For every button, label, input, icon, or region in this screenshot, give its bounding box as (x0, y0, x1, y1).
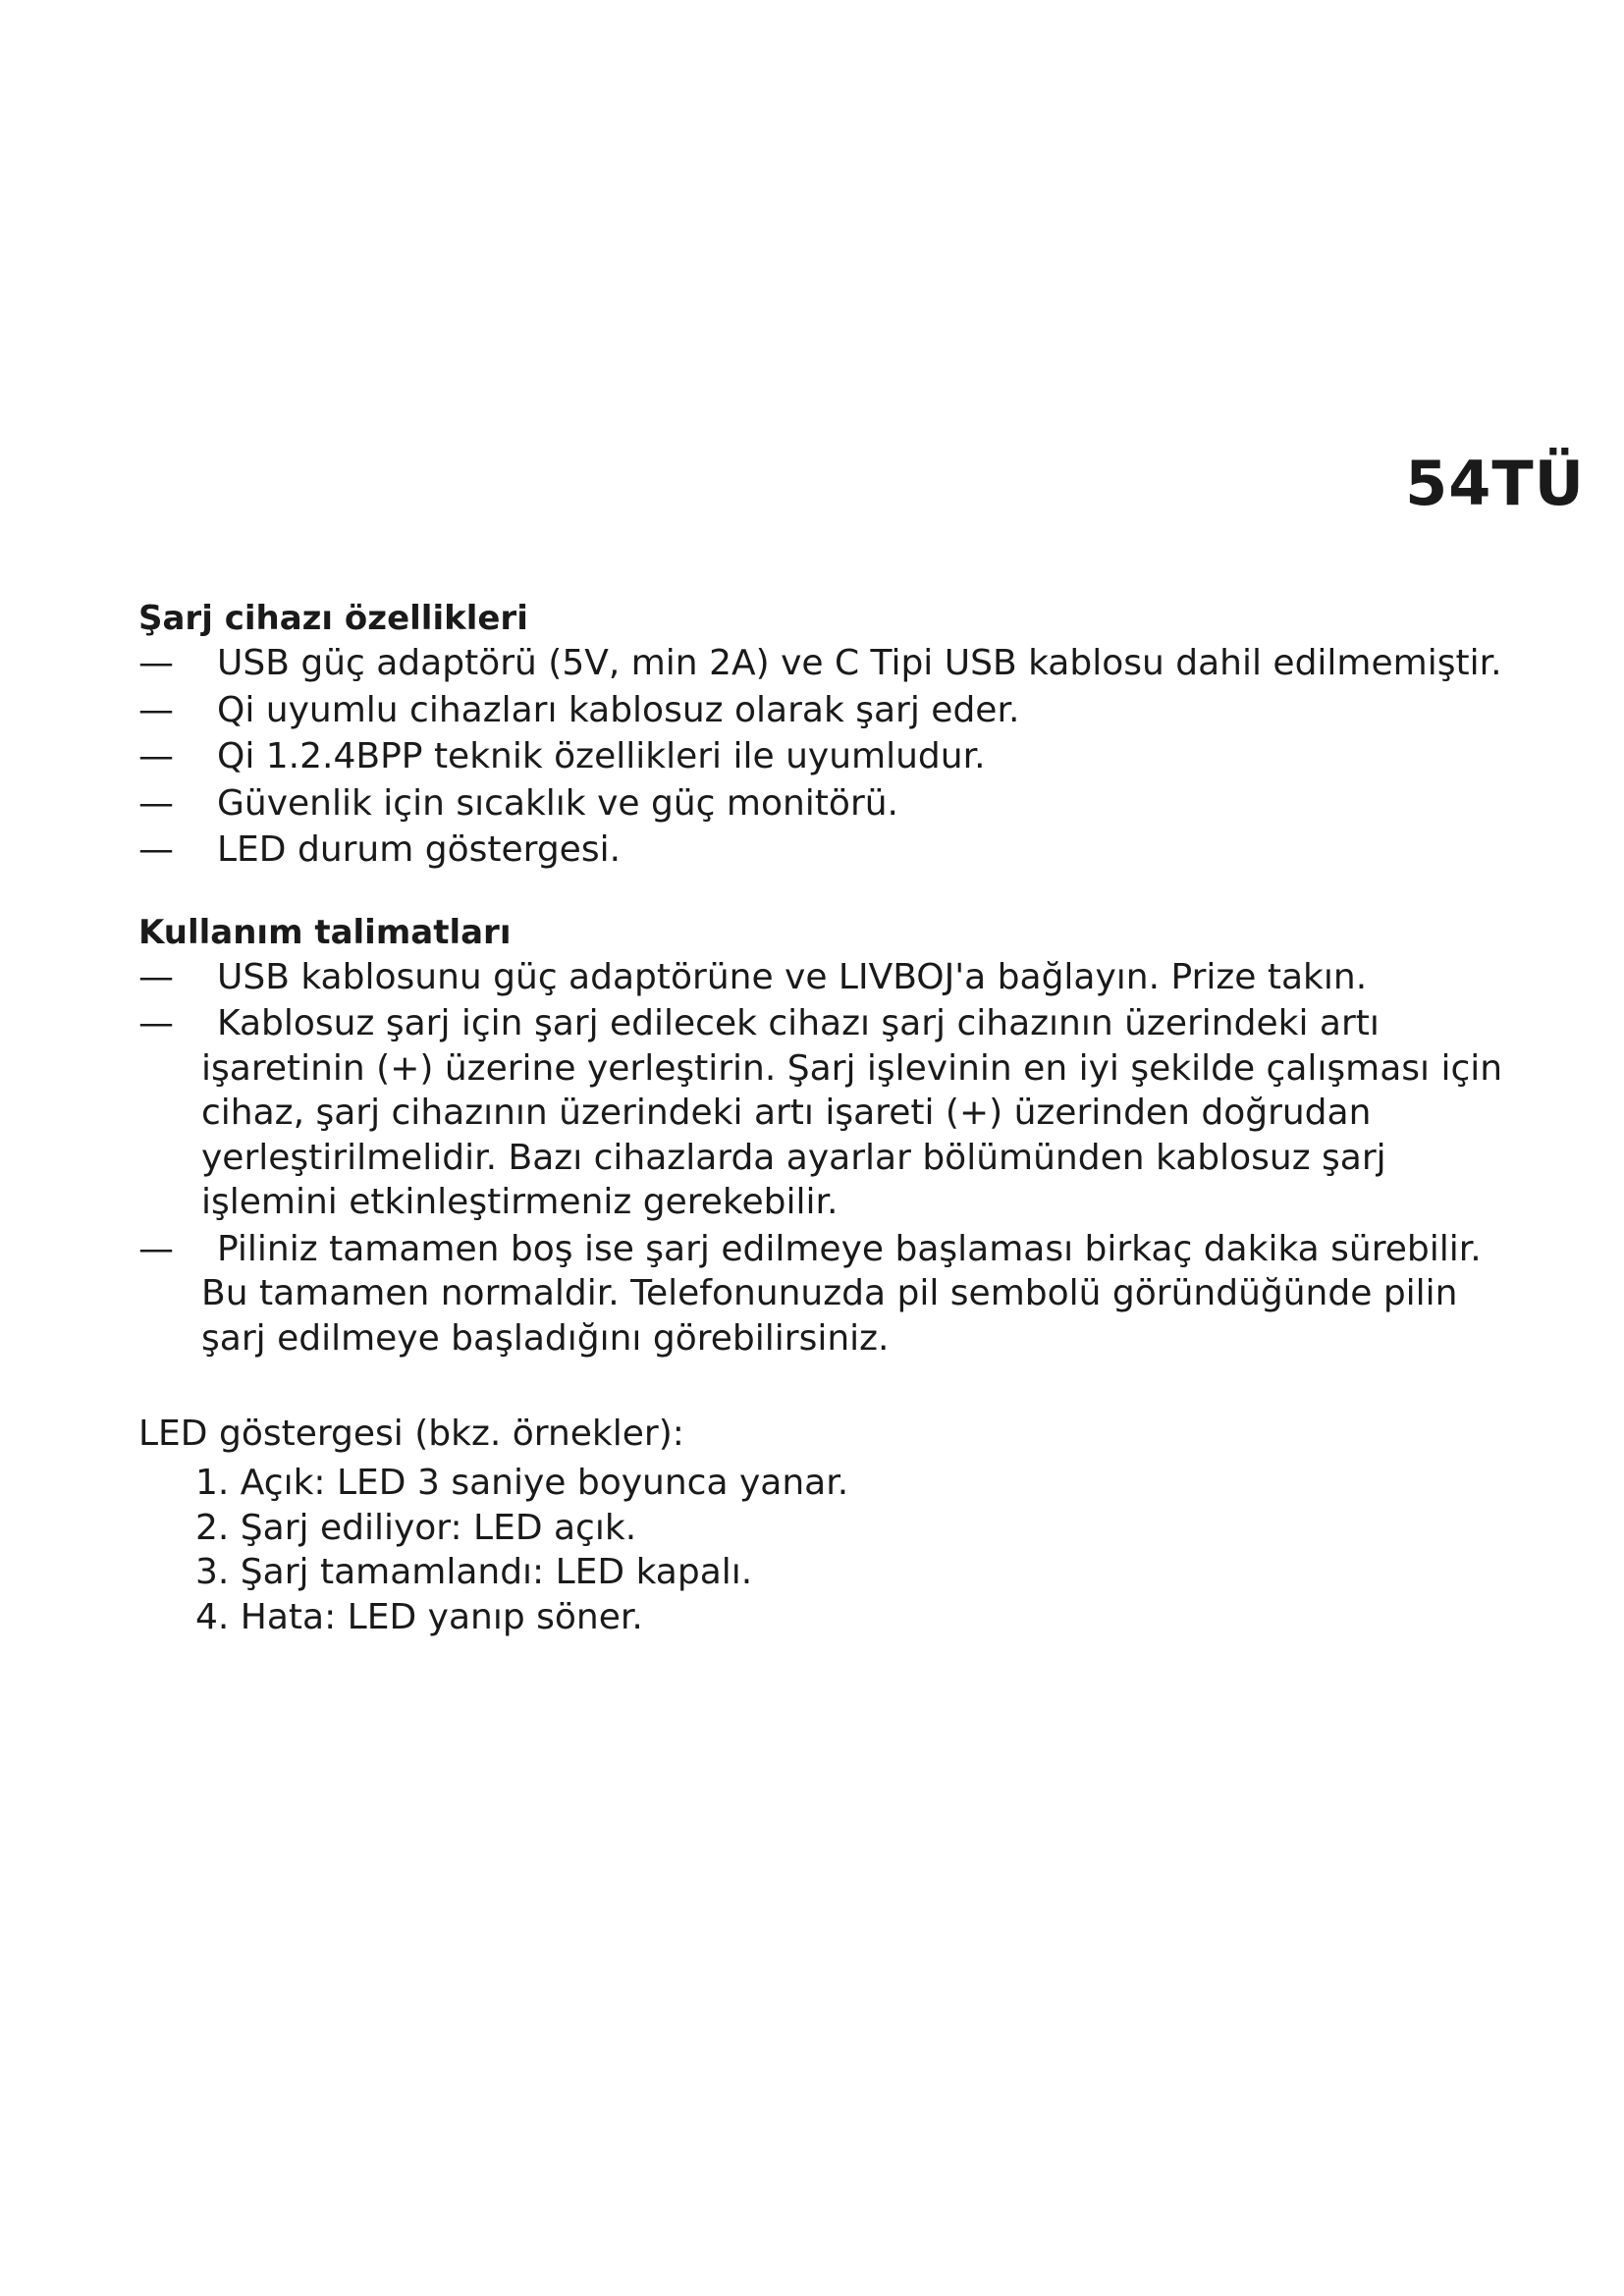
page-code: 54TÜ (1405, 448, 1585, 519)
list-item (138, 1001, 1513, 1225)
list-item-text: USB kablosunu güç adaptörüne ve LIVBOJ'a bağlayın. Prize takın. (217, 956, 1368, 997)
charger-features-heading: Şarj cihazı özellikleri (138, 599, 528, 638)
section-spacer (138, 875, 1513, 910)
dash-bullet: — (138, 1003, 174, 1043)
list-item-text: Piliniz tamamen boş ise şarj edilmeye başlaması birkaç dakika sürebilir. Bu tamamen normaldir. Telefonunuzda pil sembolü göründüğünde pilin şarj edilmeye başladığını görebilirsiniz. (201, 1228, 1482, 1359)
list-item (138, 781, 1513, 827)
charger-features-list (138, 641, 1513, 873)
list-item (138, 828, 1513, 873)
list-item (138, 641, 1513, 686)
dash-bullet: — (138, 956, 174, 997)
list-item-text: Qi uyumlu cihazları kablosuz olarak şarj eder. (217, 689, 1020, 730)
led-list-item: 3. Şarj tamamlandı: LED kapalı. (195, 1552, 753, 1592)
dash-bullet: — (138, 1228, 174, 1269)
usage-instructions-list (138, 955, 1513, 1362)
section-spacer (138, 1362, 1513, 1412)
dash-bullet: — (138, 736, 174, 776)
list-item-text: Qi 1.2.4BPP teknik özellikleri ile uyumludur. (217, 736, 986, 776)
list-item-text: Güvenlik için sıcaklık ve güç monitörü. (217, 782, 899, 824)
list-item (138, 955, 1513, 1000)
dash-bullet: — (138, 829, 174, 870)
list-item (138, 734, 1513, 779)
list-item (138, 1227, 1513, 1362)
list-item-text: Kablosuz şarj için şarj edilecek cihazı şarj cihazının üzerindeki artı işaretinin (+) üzerine yerleştirin. Şarj işlevinin en iyi şekilde çalışması için cihaz, şarj cihazının üzerindeki artı işareti (+) üzerinden doğrudan yerleştirilmelidir. Bazı cihazlarda ayarlar bölümünden kablosuz şarj işlemini etkinleştirmeniz gerekebilir. (201, 1003, 1503, 1222)
dash-bullet: — (138, 643, 174, 683)
list-item (138, 688, 1513, 733)
led-indicator-list (138, 1461, 1513, 1639)
dash-bullet: — (138, 689, 174, 730)
led-list-item: 1. Açık: LED 3 saniye boyunca yanar. (195, 1463, 849, 1503)
led-list-item: 4. Hata: LED yanıp söner. (195, 1596, 643, 1637)
led-list-item: 2. Şarj ediliyor: LED açık. (195, 1507, 637, 1548)
usage-instructions-heading: Kullanım talimatları (138, 912, 512, 952)
list-item-text: LED durum göstergesi. (217, 829, 622, 870)
dash-bullet: — (138, 782, 174, 824)
list-item-text: USB güç adaptörü (5V, min 2A) ve C Tipi USB kablosu dahil edilmemiştir. (217, 643, 1502, 683)
document-body (138, 596, 1513, 1639)
led-indicator-heading: LED göstergesi (bkz. örnekler): (138, 1414, 684, 1454)
